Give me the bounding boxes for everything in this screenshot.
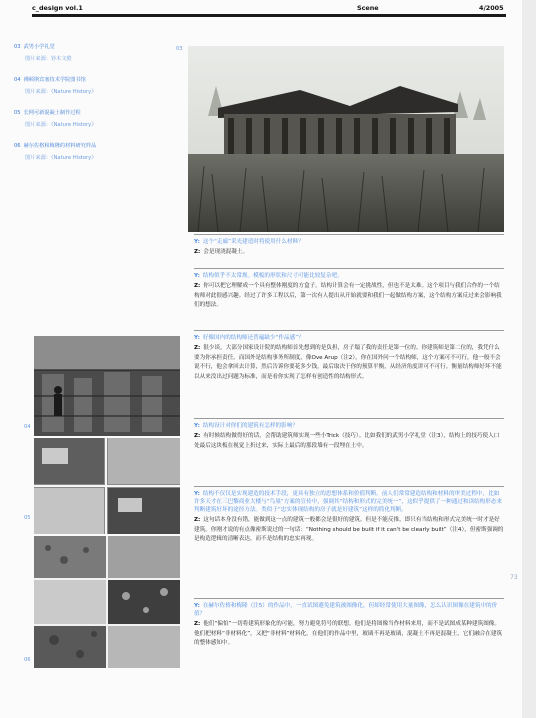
- qa-block: Y: 在赫尔佐格和梅隆（注5）的作品中，一直试图避免建筑被图像化，但却经常使用大量图像，怎么认识图像在建筑中的价值？ Z: 他们“偏怕”一切将建筑形象化的可能，努力避免符号的联想。他们是将图像当作材料来用，而不是试图成某种建筑图像。他们把材料“非材料化”，又把“非材料”材料化。在他们的作品中里，玻璃不再是玻璃，混凝土不再是混凝土，它们融合在建筑的整体感知中。: [194, 598, 504, 649]
- section-title: Scene: [357, 4, 379, 12]
- caption-source: 图片来源：《Nature History》: [25, 155, 97, 161]
- page-number: 73: [510, 574, 518, 581]
- qa-divider: [194, 330, 504, 331]
- captions-list: [14, 44, 124, 176]
- answer-text: 有时候结构做得好的话，会帮助建筑师实现一些小Trick（技巧）。比如我们的武男小学礼堂（注3），结构上的技巧使人口处最后这块板在视觉上折过来，实际上最后的那段墙有一段埋在土中。: [194, 433, 500, 449]
- caption-number: 06: [14, 143, 21, 149]
- question-text: 好像国内的结构师还普遍缺少“作品感”？: [202, 335, 304, 341]
- answer-text: 他们“偏怕”一切将建筑形象化的可能，努力避免符号的联想。他们是将图像当作材料来用，而不是试图成某种建筑图像。他们把材料“非材料化”，又把“非材料”材料化。在他们的作品中里，玻璃不再是玻璃，混凝土不再是混凝土，它们融合在建筑的整体感知中。: [194, 621, 503, 646]
- qa-block: Y: 结构不仅仅是实现建造的技术手段，更具有独立的思想体系和价值判断。前人们常常建造结构和材料的审美过程中，比如许多天才在三巴黎商业大楼与“鸟巢”方案的宣传中，强调其“结构和形式的完美统一”，这似乎提供了一种通过和读结构形态来判断建筑好坏的途径方法。类似于“忠实体现结构的房子就是好建筑”这样的简化判断。 Z: 这句话本身没有错，能做到这一点的建筑一般都会是很好的建筑。但是不能反推，即只有当结构和形式完美统一时才是好建筑。你刚才说的有点像密斯说过的一句话：“Nothing should be built if it can't be clearly built”（注4），但密斯强调的是构造逻辑的清晰表达，而不是结构的忠实再现。: [194, 486, 504, 545]
- qa-block: Y: 结构设计对你们的建筑有怎样的影响？ Z: 有时候结构做得好的话，会帮助建筑师实现一些小Trick（技巧）。比如我们的武男小学礼堂（注3），结构上的技巧使人口处最后这块板在视觉上折过来，实际上最后的那段墙有一段埋在土中。: [194, 418, 504, 451]
- photo-material-samples: [34, 536, 180, 668]
- caption-title: 武男小学礼堂: [23, 44, 55, 50]
- issue-date: 4/2005: [479, 4, 504, 12]
- caption-item: [14, 77, 124, 96]
- photo-number-04: 04: [24, 424, 31, 430]
- photo-number-03: 03: [176, 46, 183, 52]
- qa-divider: [194, 418, 504, 419]
- caption-title: 佛顿斯宾塞技术学院图书馆: [23, 77, 86, 83]
- caption-source: 图片来源：《Nature History》: [25, 122, 97, 128]
- question-text: 在赫尔佐格和梅隆（注5）的作品中，一直试图避免建筑被图像化，但却经常使用大量图像，怎么认识图像在建筑中的价值？: [194, 603, 498, 617]
- concrete-photo-image: [34, 438, 180, 534]
- caption-item: [14, 110, 124, 129]
- answer-text: 很少谈，大部分国家设计院的结构师首先想到的是负担，房子塌了我的责任是第一位的。你建筑师是第二位的，我凭什么要为你承担责任。而国外是结构事务所制度，像Ove Arup（注2），你在国外问一个结构师，这个方案可不可行，他一般不会说不行，他会拿回去计算，然后告诉你要花多少钱，最后取决于你的预算平衡，从经济角度讲可不可行。衡量结构师好坏不能以从来没出过问题为标准，而是看你实现了怎样有创造性的结构形式。: [194, 345, 502, 380]
- samples-photo-image: [34, 536, 180, 668]
- answer-text: 你可以把它理解成一个具有整体刚度的方盒子。结构计算会有一定挑战性，但也不是太难。这个项目与我们合作的一个结构师对此很感兴趣。经过了许多工程以后，第一次有人提出从开始就要和我们一起做结构方案，这个结构方案反过来会影响我们的想法。: [194, 283, 502, 308]
- photo-number-06: 06: [24, 657, 31, 663]
- qa-divider: [194, 486, 504, 487]
- question-text: 结构似乎不太常规。模板的形状和尺寸可能比较复杂吧。: [202, 273, 343, 279]
- caption-number: 04: [14, 77, 21, 83]
- caption-item: [14, 44, 124, 63]
- caption-item: [14, 143, 124, 162]
- photo-concrete-process: [34, 438, 180, 534]
- qa-block: Y: 结构似乎不太常规。模板的形状和尺寸可能比较复杂吧。 Z: 你可以把它理解成一个具有整体刚度的方盒子。结构计算会有一定挑战性，但也不是太难。这个项目与我们合作的一个结构师对此很感兴趣。经过了许多工程以后，第一次有人提出从开始就要和我们一起做结构方案，这个结构方案反过来会影响我们的想法。: [194, 268, 504, 311]
- answer-text: 这句话本身没有错，能做到这一点的建筑一般都会是很好的建筑。但是不能反推，即只有当结构和形式完美统一时才是好建筑。你刚才说的有点像密斯说过的一句话：“Nothing should be built if it can't be clearly built”（注4），但密斯强调的是构造逻辑的清晰表达，而不是结构的忠实再现。: [194, 517, 504, 542]
- question-text: 结构设计对你们的建筑有怎样的影响？: [202, 423, 298, 429]
- magazine-title: c_design vol.1: [32, 4, 83, 12]
- page-edge: [522, 0, 536, 718]
- caption-source: 图片来源：《Nature History》: [25, 89, 97, 95]
- library-photo-image: [34, 336, 180, 436]
- qa-divider: [194, 268, 504, 269]
- qa-block: Y: 好像国内的结构师还普遍缺少“作品感”？ Z: 很少谈，大部分国家设计院的结构师首先想到的是负担，房子塌了我的责任是第一位的。你建筑师是第二位的，我凭什么要为你承担责任。而国外是结构事务所制度，像Ove Arup（注2），你在国外问一个结构师，这个方案可不可行，他一般不会说不行，他会拿回去计算，然后告诉你要花多少钱，最后取决于你的预算平衡，从经济角度讲可不可行。衡量结构师好坏不能以从来没出过问题为标准，而是看你实现了怎样有创造性的结构形式。: [194, 330, 504, 382]
- qa-divider: [194, 234, 504, 235]
- qa-block: Y: 这个“走廊”采光建造时将使用什么材料？ Z: 会是现浇混凝土。: [194, 234, 504, 258]
- photo-library-construction: [34, 336, 180, 436]
- caption-title: 赫尔佐格和梅隆的材料研究样品: [23, 143, 97, 149]
- answer-text: 会是现浇混凝土。: [203, 249, 249, 255]
- photo-number-05: 05: [24, 515, 31, 521]
- header-rule: [32, 14, 506, 17]
- qa-divider: [194, 598, 504, 599]
- caption-number: 05: [14, 110, 21, 116]
- photo-auditorium: [188, 46, 504, 232]
- caption-number: 03: [14, 44, 21, 50]
- question-text: 这个“走廊”采光建造时将使用什么材料？: [202, 239, 304, 245]
- question-text: 结构不仅仅是实现建造的技术手段，更具有独立的思想体系和价值判断。前人们常常建造结构和材料的审美过程中，比如许多天才在三巴黎商业大楼与“鸟巢”方案的宣传中，强调其“结构和形式的完美统一”，这似乎提供了一种通过和读结构形态来判断建筑好坏的途径方法。类似于“忠实体现结构的房子就是好建筑”这样的简化判断。: [194, 491, 503, 513]
- caption-source: 图片来源：铃木文倦: [25, 56, 72, 62]
- auditorium-photo-image: [188, 46, 504, 232]
- caption-title: 长网可新混凝土制作过程: [23, 110, 81, 116]
